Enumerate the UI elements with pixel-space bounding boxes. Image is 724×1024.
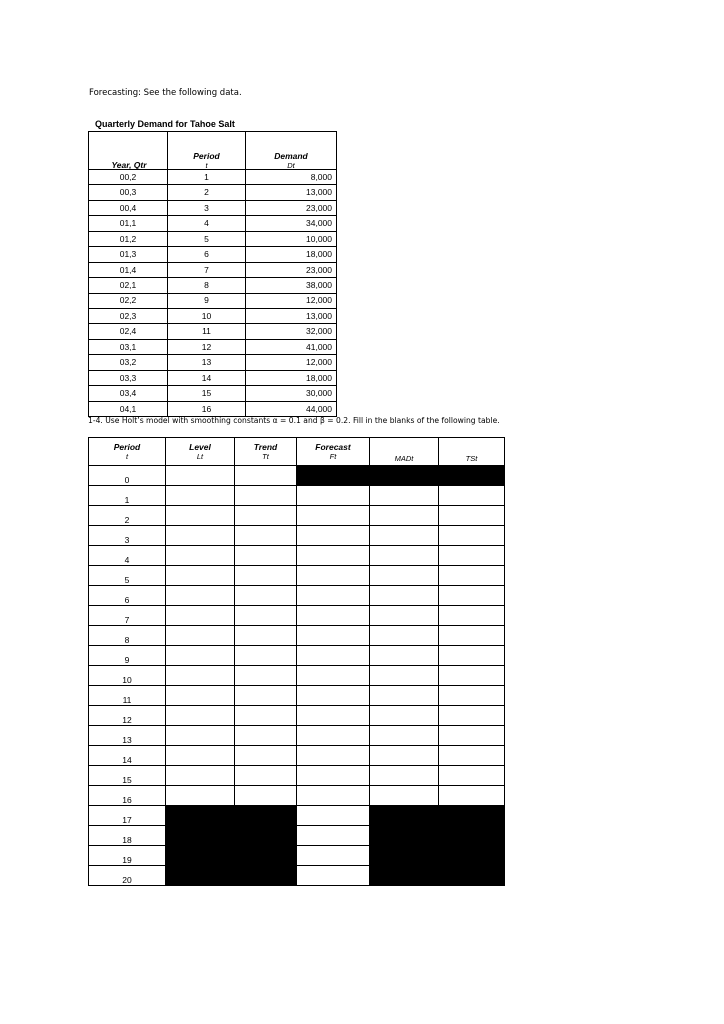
mad-cell[interactable] — [370, 666, 439, 686]
mad-cell[interactable] — [370, 686, 439, 706]
period-cell: 6 — [168, 247, 246, 262]
blacked-out-cell — [235, 826, 297, 846]
blacked-out-cell — [235, 866, 297, 886]
header-level — [166, 438, 235, 466]
header-demand — [246, 132, 337, 170]
header-period-label: Period — [193, 151, 220, 161]
period-cell: 7 — [89, 606, 166, 626]
trend-cell[interactable] — [235, 466, 297, 486]
forecast-cell[interactable] — [297, 666, 370, 686]
header-period — [89, 438, 166, 466]
period-cell: 12 — [89, 706, 166, 726]
demand-row — [89, 308, 337, 323]
demand-cell: 8,000 — [246, 170, 337, 185]
year-qtr-cell: 02,1 — [89, 278, 168, 293]
trend-cell[interactable] — [235, 646, 297, 666]
period-cell: 1 — [89, 486, 166, 506]
holt-row — [89, 866, 505, 886]
holt-row — [89, 806, 505, 826]
demand-cell: 34,000 — [246, 216, 337, 231]
level-cell[interactable] — [166, 746, 235, 766]
ts-cell[interactable] — [439, 666, 505, 686]
blacked-out-cell — [166, 826, 235, 846]
ts-cell[interactable] — [439, 526, 505, 546]
trend-cell[interactable] — [235, 546, 297, 566]
period-cell: 9 — [168, 293, 246, 308]
forecast-cell[interactable] — [297, 506, 370, 526]
level-cell[interactable] — [166, 586, 235, 606]
trend-cell[interactable] — [235, 486, 297, 506]
demand-table-body — [89, 170, 337, 417]
mad-cell[interactable] — [370, 506, 439, 526]
header-demand-label: Demand — [274, 151, 308, 161]
level-cell[interactable] — [166, 706, 235, 726]
blacked-out-cell — [370, 826, 439, 846]
demand-row — [89, 216, 337, 231]
header-mad — [370, 438, 439, 466]
period-cell: 19 — [89, 846, 166, 866]
level-cell[interactable] — [166, 686, 235, 706]
blacked-out-cell — [370, 466, 439, 486]
demand-row — [89, 185, 337, 200]
header-period-sub: t — [205, 160, 208, 170]
demand-row — [89, 324, 337, 339]
header-forecast-label: Forecast — [315, 442, 351, 452]
year-qtr-cell: 03,1 — [89, 339, 168, 354]
header-period-label: Period — [113, 442, 141, 452]
period-cell: 3 — [89, 526, 166, 546]
blacked-out-cell — [297, 466, 370, 486]
year-qtr-cell: 02,3 — [89, 308, 168, 323]
ts-cell[interactable] — [439, 746, 505, 766]
period-cell: 5 — [89, 566, 166, 586]
period-cell: 13 — [168, 355, 246, 370]
blacked-out-cell — [166, 806, 235, 826]
period-cell: 4 — [168, 216, 246, 231]
level-cell[interactable] — [166, 526, 235, 546]
demand-row — [89, 355, 337, 370]
trend-cell[interactable] — [235, 786, 297, 806]
demand-row — [89, 170, 337, 185]
trend-cell[interactable] — [235, 506, 297, 526]
forecast-cell[interactable] — [297, 866, 370, 886]
forecast-cell[interactable] — [297, 786, 370, 806]
ts-cell[interactable] — [439, 606, 505, 626]
header-demand-sub: Dt — [287, 160, 295, 170]
instruction-text: 1-4. Use Holt’s model with smoothing constants α = 0.1 and β = 0.2. Fill in the blanks of the following table. — [88, 416, 500, 425]
period-cell: 13 — [89, 726, 166, 746]
level-cell[interactable] — [166, 606, 235, 626]
demand-row — [89, 278, 337, 293]
period-cell: 14 — [89, 746, 166, 766]
level-cell[interactable] — [166, 626, 235, 646]
mad-cell[interactable] — [370, 586, 439, 606]
trend-cell[interactable] — [235, 626, 297, 646]
level-cell[interactable] — [166, 766, 235, 786]
blacked-out-cell — [439, 866, 505, 886]
demand-table — [88, 131, 337, 417]
holt-row — [89, 646, 505, 666]
forecast-cell[interactable] — [297, 726, 370, 746]
holt-row — [89, 846, 505, 866]
holt-row — [89, 706, 505, 726]
header-period — [168, 132, 246, 170]
mad-cell[interactable] — [370, 606, 439, 626]
forecast-cell[interactable] — [297, 546, 370, 566]
demand-table-header — [89, 132, 337, 170]
holt-row — [89, 726, 505, 746]
demand-row — [89, 200, 337, 215]
ts-cell[interactable] — [439, 766, 505, 786]
level-cell[interactable] — [166, 506, 235, 526]
holt-row — [89, 486, 505, 506]
demand-row — [89, 370, 337, 385]
forecast-cell[interactable] — [297, 846, 370, 866]
year-qtr-cell: 04,1 — [89, 401, 168, 416]
demand-row — [89, 262, 337, 277]
level-cell[interactable] — [166, 546, 235, 566]
mad-cell[interactable] — [370, 566, 439, 586]
ts-cell[interactable] — [439, 626, 505, 646]
period-cell: 8 — [168, 278, 246, 293]
demand-cell: 44,000 — [246, 401, 337, 416]
blacked-out-cell — [439, 466, 505, 486]
ts-cell[interactable] — [439, 506, 505, 526]
blacked-out-cell — [439, 826, 505, 846]
level-cell[interactable] — [166, 466, 235, 486]
period-cell: 7 — [168, 262, 246, 277]
level-cell[interactable] — [166, 786, 235, 806]
year-qtr-cell: 02,2 — [89, 293, 168, 308]
period-cell: 16 — [168, 401, 246, 416]
demand-cell: 13,000 — [246, 185, 337, 200]
period-cell: 3 — [168, 200, 246, 215]
ts-cell[interactable] — [439, 566, 505, 586]
forecast-cell[interactable] — [297, 606, 370, 626]
header-trend-label: Trend — [253, 442, 278, 452]
holt-row — [89, 586, 505, 606]
year-qtr-cell: 03,2 — [89, 355, 168, 370]
demand-cell: 23,000 — [246, 262, 337, 277]
mad-cell[interactable] — [370, 786, 439, 806]
demand-cell: 38,000 — [246, 278, 337, 293]
year-qtr-cell: 01,4 — [89, 262, 168, 277]
period-cell: 4 — [89, 546, 166, 566]
blacked-out-cell — [235, 846, 297, 866]
year-qtr-cell: 00,3 — [89, 185, 168, 200]
demand-cell: 30,000 — [246, 386, 337, 401]
holt-row — [89, 746, 505, 766]
holt-row — [89, 566, 505, 586]
mad-cell[interactable] — [370, 626, 439, 646]
demand-row — [89, 293, 337, 308]
holt-row — [89, 626, 505, 646]
period-cell: 8 — [89, 626, 166, 646]
period-cell: 20 — [89, 866, 166, 886]
trend-cell[interactable] — [235, 706, 297, 726]
holt-row — [89, 826, 505, 846]
trend-cell[interactable] — [235, 526, 297, 546]
blacked-out-cell — [370, 806, 439, 826]
holt-row — [89, 686, 505, 706]
trend-cell[interactable] — [235, 686, 297, 706]
year-qtr-cell: 00,4 — [89, 200, 168, 215]
year-qtr-cell: 01,3 — [89, 247, 168, 262]
holt-row — [89, 606, 505, 626]
forecast-cell[interactable] — [297, 826, 370, 846]
year-qtr-cell: 03,4 — [89, 386, 168, 401]
demand-row — [89, 247, 337, 262]
period-cell: 0 — [89, 466, 166, 486]
demand-cell: 41,000 — [246, 339, 337, 354]
demand-cell: 23,000 — [246, 200, 337, 215]
level-cell[interactable] — [166, 726, 235, 746]
forecast-cell[interactable] — [297, 766, 370, 786]
forecast-cell[interactable] — [297, 566, 370, 586]
header-level-label: Level — [189, 442, 211, 452]
blacked-out-cell — [235, 806, 297, 826]
ts-cell[interactable] — [439, 786, 505, 806]
blacked-out-cell — [370, 846, 439, 866]
trend-cell[interactable] — [235, 766, 297, 786]
holt-table-body — [89, 466, 505, 886]
period-cell: 2 — [89, 506, 166, 526]
year-qtr-cell: 03,3 — [89, 370, 168, 385]
ts-cell[interactable] — [439, 546, 505, 566]
ts-cell[interactable] — [439, 486, 505, 506]
period-cell: 9 — [89, 646, 166, 666]
demand-cell: 12,000 — [246, 293, 337, 308]
demand-cell: 10,000 — [246, 231, 337, 246]
forecast-cell[interactable] — [297, 806, 370, 826]
period-cell: 6 — [89, 586, 166, 606]
demand-row — [89, 231, 337, 246]
holt-row — [89, 526, 505, 546]
mad-cell[interactable] — [370, 486, 439, 506]
mad-cell[interactable] — [370, 726, 439, 746]
period-cell: 15 — [89, 766, 166, 786]
ts-cell[interactable] — [439, 586, 505, 606]
blacked-out-cell — [370, 866, 439, 886]
forecast-cell[interactable] — [297, 586, 370, 606]
level-cell[interactable] — [166, 486, 235, 506]
holt-row — [89, 546, 505, 566]
holt-row — [89, 766, 505, 786]
mad-cell[interactable] — [370, 766, 439, 786]
trend-cell[interactable] — [235, 586, 297, 606]
year-qtr-cell: 02,4 — [89, 324, 168, 339]
forecast-cell[interactable] — [297, 626, 370, 646]
demand-cell: 12,000 — [246, 355, 337, 370]
holt-table — [88, 437, 505, 886]
forecast-cell[interactable] — [297, 486, 370, 506]
header-trend — [235, 438, 297, 466]
forecast-cell[interactable] — [297, 646, 370, 666]
intro-text: Forecasting: See the following data. — [89, 88, 242, 98]
period-cell: 1 — [168, 170, 246, 185]
trend-cell[interactable] — [235, 726, 297, 746]
period-cell: 16 — [89, 786, 166, 806]
period-cell: 14 — [168, 370, 246, 385]
year-qtr-cell: 01,1 — [89, 216, 168, 231]
trend-cell[interactable] — [235, 606, 297, 626]
period-cell: 11 — [168, 324, 246, 339]
header-trend-sub: Tt — [262, 451, 269, 461]
ts-cell[interactable] — [439, 726, 505, 746]
holt-row — [89, 666, 505, 686]
header-level-sub: Lt — [196, 451, 204, 461]
demand-row — [89, 339, 337, 354]
holt-table-header — [89, 438, 505, 466]
period-cell: 18 — [89, 826, 166, 846]
mad-cell[interactable] — [370, 646, 439, 666]
ts-cell[interactable] — [439, 706, 505, 726]
trend-cell[interactable] — [235, 666, 297, 686]
header-ts-label: TSt — [465, 453, 478, 463]
blacked-out-cell — [166, 866, 235, 886]
ts-cell[interactable] — [439, 686, 505, 706]
level-cell[interactable] — [166, 566, 235, 586]
demand-cell: 18,000 — [246, 247, 337, 262]
year-qtr-cell: 01,2 — [89, 231, 168, 246]
forecast-cell[interactable] — [297, 746, 370, 766]
demand-cell: 18,000 — [246, 370, 337, 385]
blacked-out-cell — [439, 846, 505, 866]
header-forecast — [297, 438, 370, 466]
period-cell: 15 — [168, 386, 246, 401]
blacked-out-cell — [166, 846, 235, 866]
demand-cell: 13,000 — [246, 308, 337, 323]
forecast-cell[interactable] — [297, 686, 370, 706]
period-cell: 17 — [89, 806, 166, 826]
ts-cell[interactable] — [439, 646, 505, 666]
period-cell: 2 — [168, 185, 246, 200]
blacked-out-cell — [439, 806, 505, 826]
period-cell: 5 — [168, 231, 246, 246]
period-cell: 10 — [89, 666, 166, 686]
holt-row — [89, 506, 505, 526]
year-qtr-cell: 00,2 — [89, 170, 168, 185]
demand-table-title: Quarterly Demand for Tahoe Salt — [95, 119, 235, 129]
mad-cell[interactable] — [370, 526, 439, 546]
mad-cell[interactable] — [370, 706, 439, 726]
demand-row — [89, 401, 337, 416]
trend-cell[interactable] — [235, 566, 297, 586]
mad-cell[interactable] — [370, 746, 439, 766]
header-year-qtr: Year, Qtr — [89, 132, 168, 170]
holt-row — [89, 466, 505, 486]
level-cell[interactable] — [166, 666, 235, 686]
period-cell: 11 — [89, 686, 166, 706]
mad-cell[interactable] — [370, 546, 439, 566]
demand-cell: 32,000 — [246, 324, 337, 339]
level-cell[interactable] — [166, 646, 235, 666]
header-ts — [439, 438, 505, 466]
forecast-cell[interactable] — [297, 706, 370, 726]
demand-row — [89, 386, 337, 401]
header-period-sub: t — [125, 451, 129, 461]
period-cell: 12 — [168, 339, 246, 354]
holt-row — [89, 786, 505, 806]
header-forecast-sub: Ft — [329, 451, 337, 461]
trend-cell[interactable] — [235, 746, 297, 766]
forecast-cell[interactable] — [297, 526, 370, 546]
period-cell: 10 — [168, 308, 246, 323]
header-mad-label: MADt — [394, 453, 414, 463]
